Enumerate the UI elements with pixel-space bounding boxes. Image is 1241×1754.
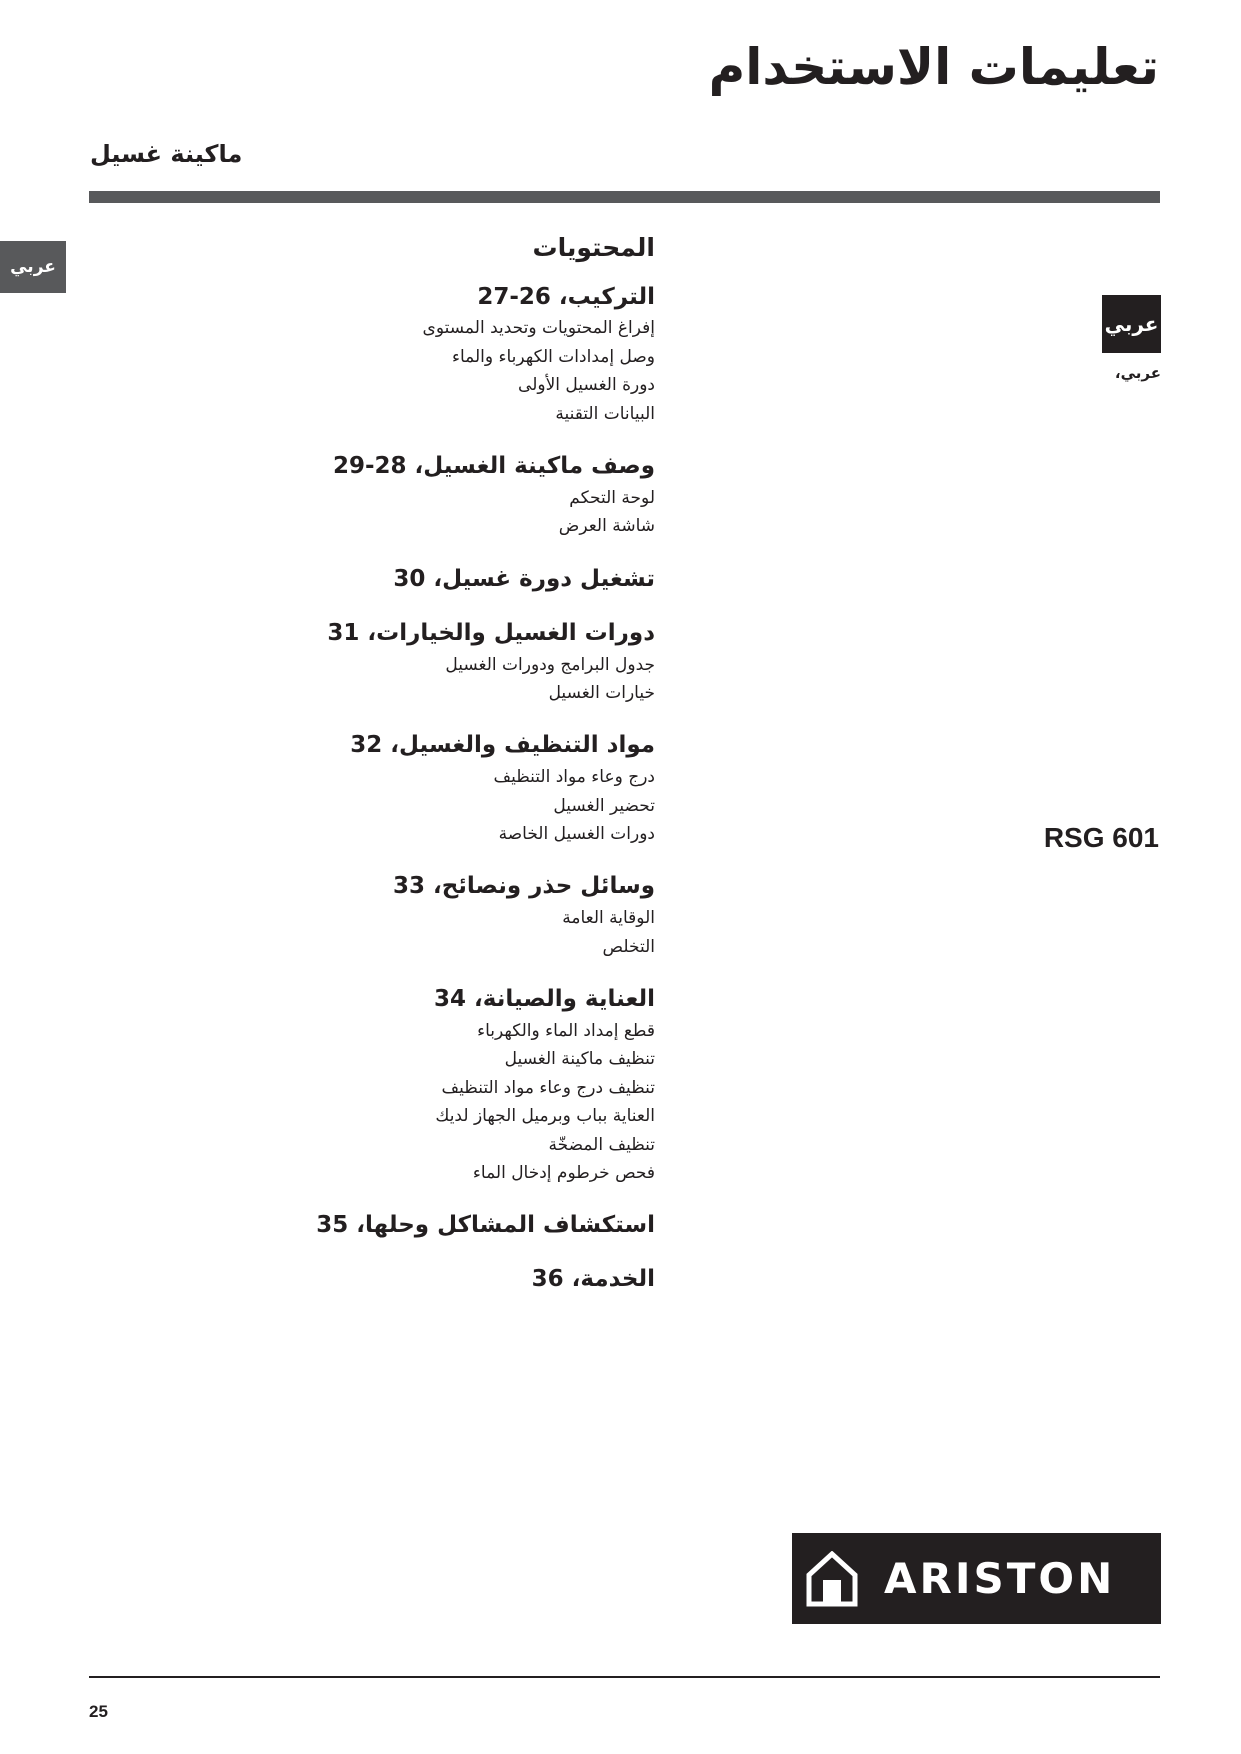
toc-item[interactable]: تحضير الغسيل	[553, 795, 655, 816]
toc-item[interactable]: شاشة العرض	[558, 516, 655, 537]
toc-item[interactable]: تنظيف درج وعاء مواد التنظيف	[441, 1077, 655, 1098]
house-icon	[806, 1551, 858, 1607]
language-side-tab-label: عربي	[10, 257, 56, 277]
language-side-tab[interactable]	[0, 241, 66, 293]
toc-section	[95, 985, 655, 1187]
toc-section	[95, 283, 655, 429]
toc-section	[95, 565, 655, 595]
brand-logo-text: ARISTON	[884, 1554, 1116, 1603]
toc-section	[95, 731, 655, 848]
toc-item[interactable]: فحص خرطوم إدخال الماء	[472, 1163, 655, 1184]
toc-section	[95, 872, 655, 961]
page-number: 25	[89, 1702, 108, 1721]
toc-item[interactable]: وصل إمدادات الكهرباء والماء	[451, 346, 655, 367]
document-title: تعليمات الاستخدام	[708, 38, 1159, 96]
toc-item[interactable]: تنظيف ماكينة الغسيل	[504, 1049, 655, 1070]
toc-item[interactable]: التخلص	[602, 936, 655, 957]
toc-section	[95, 1211, 655, 1241]
toc-item[interactable]: الوقاية العامة	[562, 908, 655, 929]
toc-section-title[interactable]: وصف ماكينة الغسيل، 28-29	[332, 453, 655, 480]
language-badge	[1102, 295, 1161, 353]
language-caption: عربي،	[1114, 364, 1161, 382]
toc-item[interactable]: درج وعاء مواد التنظيف	[493, 767, 655, 788]
toc-item[interactable]: لوحة التحكم	[569, 487, 655, 508]
toc-section	[95, 1265, 655, 1295]
toc-section	[95, 452, 655, 541]
toc-item[interactable]: دورات الغسيل الخاصة	[498, 824, 655, 845]
brand-logo	[792, 1533, 1161, 1624]
toc-item[interactable]: جدول البرامج ودورات الغسيل	[445, 654, 655, 675]
table-of-contents	[95, 232, 655, 1319]
toc-section-title[interactable]: العناية والصيانة، 34	[434, 986, 655, 1013]
toc-section	[95, 619, 655, 708]
toc-item[interactable]: خيارات الغسيل	[548, 682, 655, 703]
toc-item[interactable]: دورة الغسيل الأولى	[518, 375, 655, 396]
toc-sections	[95, 283, 655, 1296]
toc-section-title[interactable]: الخدمة، 36	[531, 1266, 655, 1293]
toc-heading: المحتويات	[532, 233, 655, 262]
toc-section-title[interactable]: دورات الغسيل والخيارات، 31	[327, 619, 655, 646]
toc-item[interactable]: إفراغ المحتويات وتحديد المستوى	[422, 318, 655, 339]
toc-section-title[interactable]: وسائل حذر ونصائح، 33	[392, 873, 655, 900]
footer-divider	[89, 1676, 1160, 1678]
toc-item[interactable]: تنظيف المضخّة	[548, 1134, 655, 1155]
language-badge-label: عربي	[1104, 312, 1159, 336]
toc-item[interactable]: البيانات التقنية	[555, 403, 655, 424]
toc-item[interactable]: قطع إمداد الماء والكهرباء	[477, 1021, 655, 1042]
toc-section-title[interactable]: التركيب، 26-27	[477, 283, 655, 310]
toc-section-title[interactable]: مواد التنظيف والغسيل، 32	[350, 732, 655, 759]
toc-item[interactable]: العناية بباب وبرميل الجهاز لديك	[435, 1106, 655, 1127]
document-subtitle: ماكينة غسيل	[90, 140, 243, 168]
model-number: RSG 601	[1043, 822, 1159, 853]
header-divider	[89, 191, 1160, 203]
toc-section-title[interactable]: تشغيل دورة غسيل، 30	[393, 565, 655, 592]
toc-section-title[interactable]: استكشاف المشاكل وحلها، 35	[316, 1212, 655, 1239]
